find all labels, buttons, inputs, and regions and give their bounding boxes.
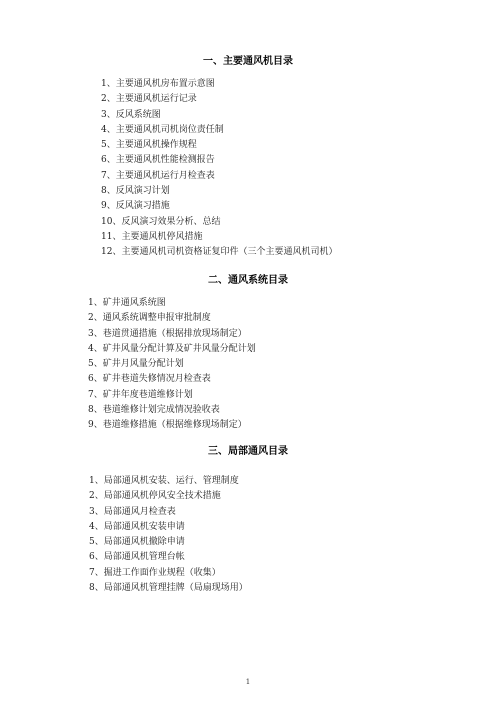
list-item: 8、反风演习计划 — [101, 186, 170, 197]
list-item: 1、局部通风机安装、运行、管理制度 — [89, 476, 239, 486]
list-item: 3、反风系统图 — [101, 109, 161, 120]
list-item: 2、主要通风机运行记录 — [101, 94, 197, 105]
section-title-ventilation-system: 二、通风系统目录 — [208, 275, 288, 286]
list-item: 7、掘进工作面作业规程（收集） — [89, 567, 221, 578]
list-item: 1、矿井通风系统图 — [88, 298, 166, 308]
list-item: 4、主要通风机司机岗位责任制 — [101, 124, 224, 135]
list-item: 6、局部通风机管理台帐 — [89, 552, 185, 563]
list-item: 11、主要通风机停风措施 — [101, 231, 203, 242]
list-item: 9、巷道维修措施（根据维修现场制定） — [88, 420, 247, 431]
local-ventilation-list — [89, 474, 248, 596]
list-item: 9、反风演习措施 — [101, 201, 170, 212]
list-item: 7、主要通风机运行月检查表 — [101, 170, 215, 181]
list-item: 2、局部通风机停风安全技术措施 — [89, 491, 221, 502]
list-item: 8、局部通风机管理挂牌（局扇现场用） — [89, 583, 248, 594]
list-item: 5、主要通风机操作规程 — [101, 140, 197, 151]
list-item: 4、矿井风量分配计算及矿井风量分配计划 — [88, 343, 256, 354]
list-item: 5、矿井月风量分配计划 — [88, 359, 184, 370]
section-title-main-fan: 一、主要通风机目录 — [203, 56, 293, 67]
ventilation-system-list — [88, 296, 256, 434]
list-item: 10、反风演习效果分析、总结 — [101, 216, 221, 227]
list-item: 8、巷道维修计划完成情况验收表 — [88, 405, 220, 416]
list-item: 6、矿井巷道失修情况月检查表 — [88, 374, 211, 385]
list-item: 1、主要通风机房布置示意图 — [101, 79, 215, 89]
list-item: 7、矿井年度巷道维修计划 — [88, 389, 193, 400]
list-item: 5、局部通风机撤除申请 — [89, 537, 185, 548]
list-item: 12、主要通风机司机资格证复印件（三个主要通风机司机） — [101, 247, 338, 258]
list-item: 6、主要通风机性能检测报告 — [101, 155, 215, 166]
main-fan-list — [101, 77, 337, 261]
list-item: 3、局部通风月检查表 — [89, 506, 176, 517]
list-item: 4、局部通风机安装申请 — [89, 521, 185, 532]
list-item: 2、通风系统调整申报审批制度 — [88, 313, 211, 324]
list-item: 3、巷道贯通措施（根据排放现场制定） — [88, 328, 247, 339]
section-title-local-ventilation: 三、局部通风目录 — [208, 446, 288, 457]
page-number: 1 — [245, 678, 251, 686]
